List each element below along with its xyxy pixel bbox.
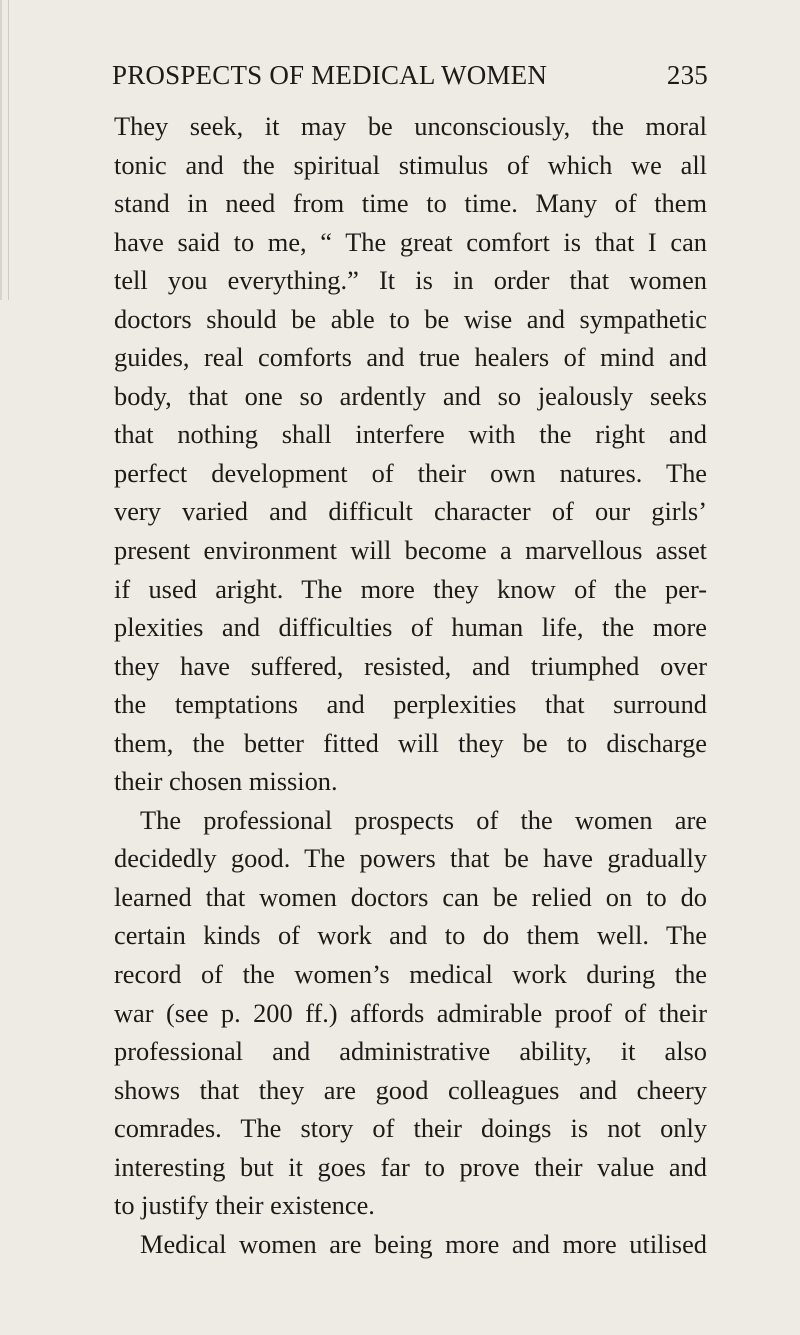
text-line: war (see p. 200 ff.) affords admirable proof of their [114, 997, 707, 1028]
text-line: guides, real comforts and true healers of mind and [114, 342, 707, 373]
text-line: very varied and difficult character of our girls’ [114, 496, 707, 527]
text-line: The professional prospects of the women are [140, 804, 707, 835]
text-line: stand in need from time to time. Many of them [114, 188, 707, 219]
text-line: if used aright. The more they know of the per- [114, 573, 707, 604]
text-line: doctors should be able to be wise and sympathetic [114, 303, 707, 334]
text-line: to justify their existence. [114, 1190, 375, 1221]
running-title: PROSPECTS OF MEDICAL WOMEN [112, 60, 548, 90]
text-line: certain kinds of work and to do them well. The [114, 920, 707, 951]
page-edge-shadow [0, 0, 10, 300]
text-line: they have suffered, resisted, and triumphed over [114, 650, 707, 681]
text-line: record of the women’s medical work during the [114, 959, 707, 990]
running-head [112, 60, 708, 96]
text-line: tonic and the spiritual stimulus of which we all [114, 149, 707, 180]
text-line: learned that women doctors can be relied on to do [114, 881, 707, 912]
text-line: decidedly good. The powers that be have gradually [114, 843, 707, 874]
text-line: professional and administrative ability, it also [114, 1036, 707, 1067]
body-text [114, 107, 707, 1263]
text-line: They seek, it may be unconsciously, the moral [114, 111, 707, 141]
text-line: Medical women are being more and more utilised [140, 1228, 707, 1259]
text-line: perfect development of their own natures. The [114, 457, 707, 488]
text-line: the temptations and perplexities that surround [114, 689, 707, 720]
text-line: shows that they are good colleagues and cheery [114, 1074, 707, 1105]
page-number: 235 [666, 60, 708, 90]
text-line: interesting but it goes far to prove their value and [114, 1151, 707, 1182]
text-line: present environment will become a marvellous asset [114, 535, 707, 566]
text-line: comrades. The story of their doings is not only [114, 1113, 707, 1144]
text-line: tell you everything.” It is in order that women [114, 265, 707, 296]
text-line: body, that one so ardently and so jealously seeks [114, 380, 707, 411]
text-line: that nothing shall interfere with the right and [114, 419, 707, 450]
text-line: plexities and difficulties of human life, the more [114, 612, 707, 643]
text-line: have said to me, “ The great comfort is that I can [114, 226, 707, 257]
text-line: their chosen mission. [114, 766, 338, 797]
text-line: them, the better fitted will they be to discharge [114, 727, 707, 758]
